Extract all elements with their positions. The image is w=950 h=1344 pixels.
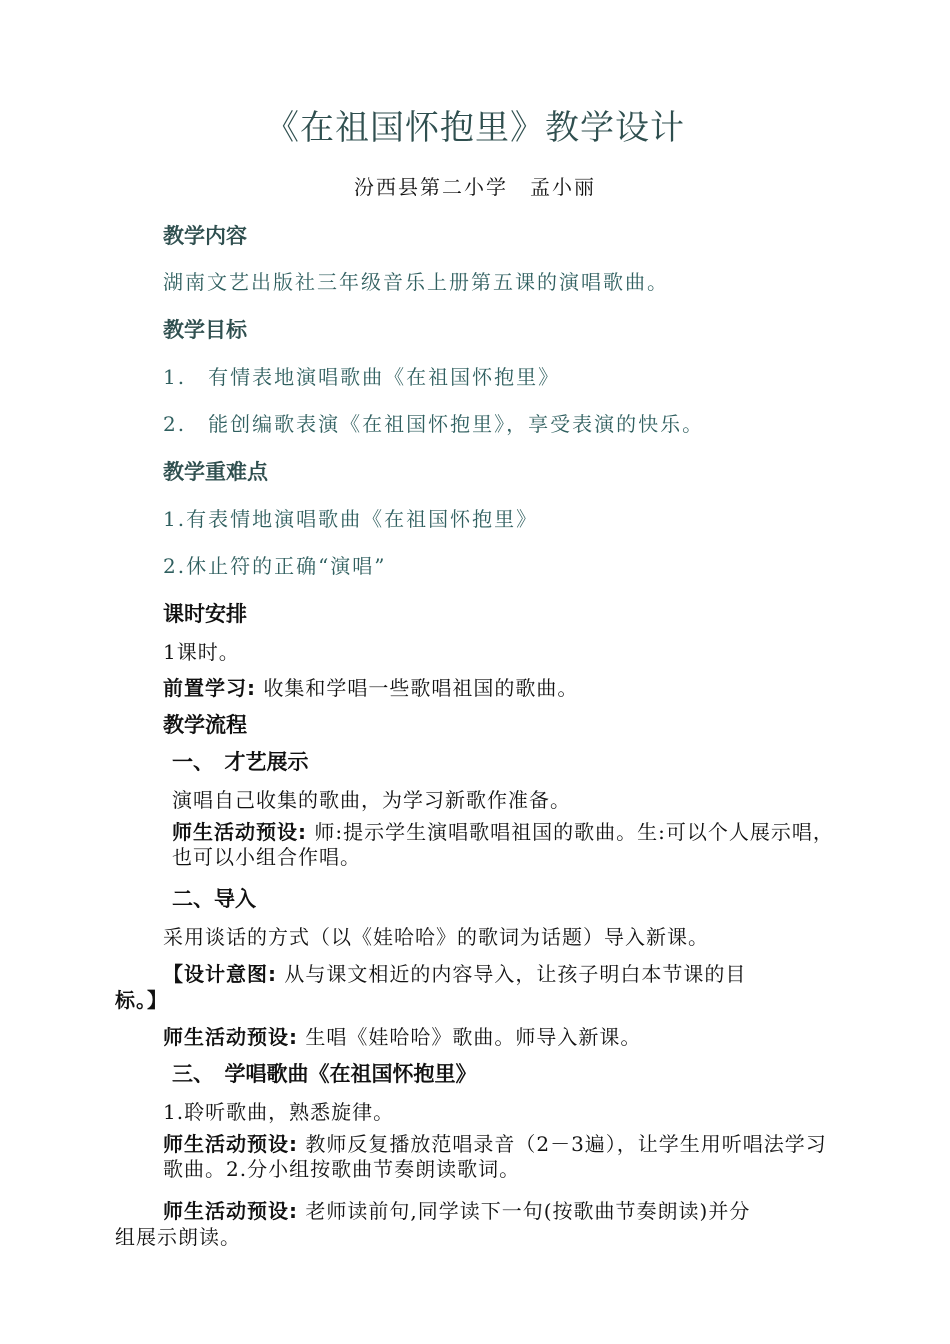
step2-preset-label: 师生活动预设: [163,1025,298,1049]
prestudy-label: 前置学习: [163,676,256,700]
prestudy-line [163,672,578,701]
goal-item-2: 2. 能创编歌表演《在祖国怀抱里》，享受表演的快乐。 [163,412,705,436]
author-line: 汾西县第二小学 孟小丽 [354,175,596,199]
schedule-text: 1课时。 [163,640,240,664]
design-intent-text: 从与课文相近的内容导入，让孩子明白本节课的目 [284,962,747,986]
step3-preset-2 [163,1195,750,1224]
step1-text: 演唱自己收集的歌曲，为学习新歌作准备。 [172,788,571,812]
step3-preset-1-text: 教师反复播放范唱录音（2－3遍），让学生用听唱法学习歌曲。2.分小组按歌曲节奏朗读歌词。 [163,1132,827,1181]
step2-preset [163,1021,641,1050]
step3-preset-2-label: 师生活动预设: [163,1199,298,1223]
step3-preset-2-tail: 组展示朗读。 [115,1225,241,1249]
content-heading: 教学内容 [163,224,247,248]
design-intent-line [163,958,746,987]
difficulty-item-2: 2.休止符的正确“演唱” [163,554,387,578]
goals-heading: 教学目标 [163,318,247,342]
prestudy-text: 收集和学唱一些歌唱祖国的歌曲。 [263,676,579,700]
schedule-heading: 课时安排 [163,602,247,626]
step2-heading: 二、导入 [172,887,256,911]
step3-item-1: 1.聆听歌曲，熟悉旋律。 [163,1100,395,1124]
content-text: 湖南文艺出版社三年级音乐上册第五课的演唱歌曲。 [163,270,669,294]
step3-preset-2-text: 老师读前句,同学读下一句(按歌曲节奏朗读)并分 [305,1199,751,1223]
step2-text: 采用谈话的方式（以《娃哈哈》的歌词为话题）导入新课。 [163,925,709,949]
step3-preset-1 [163,1132,843,1182]
difficulty-item-1: 1.有表情地演唱歌曲《在祖国怀抱里》 [163,507,539,531]
step1-preset-text: 师:提示学生演唱歌唱祖国的歌曲。生:可以个人展示唱，也可以小组合作唱。 [172,820,834,869]
step1-preset-label: 师生活动预设: [172,820,307,844]
step1-preset [172,820,842,870]
design-intent-tail: 标。】 [115,988,168,1012]
flow-heading: 教学流程 [163,713,247,737]
design-intent-label: 【设计意图: [163,962,277,986]
difficulty-heading: 教学重难点 [163,460,268,484]
step3-heading: 三、 学唱歌曲《在祖国怀抱里》 [172,1062,477,1086]
step1-heading: 一、 才艺展示 [172,750,309,774]
step3-preset-1-label: 师生活动预设: [163,1132,298,1156]
step2-preset-text: 生唱《娃哈哈》歌曲。师导入新课。 [305,1025,642,1049]
goal-item-1: 1. 有情表地演唱歌曲《在祖国怀抱里》 [163,365,561,389]
document-title: 《在祖国怀抱里》教学设计 [265,108,685,148]
